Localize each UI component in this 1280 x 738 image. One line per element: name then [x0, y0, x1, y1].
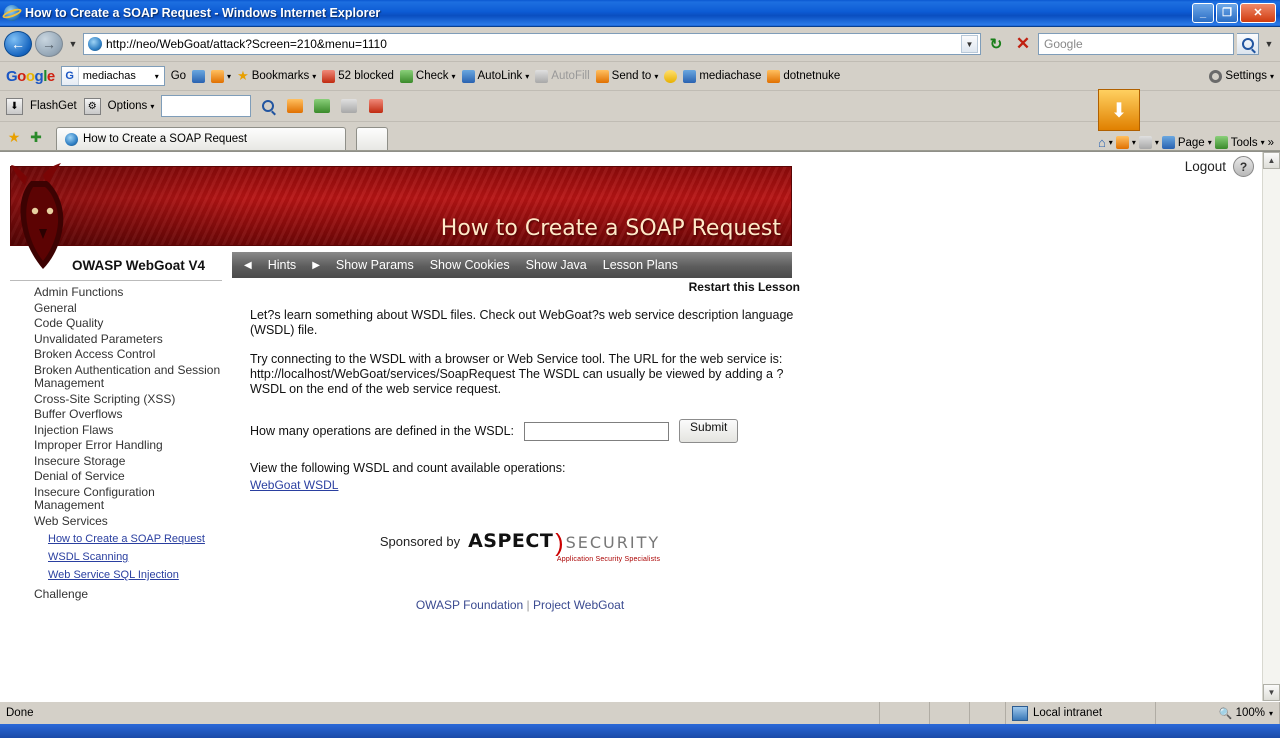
flashget-options-label: Options	[107, 100, 148, 112]
google-search-input[interactable]	[61, 66, 165, 86]
google-go-label: Go	[170, 70, 187, 82]
page-scrollbar[interactable]	[1262, 152, 1280, 701]
sidebar-item-general[interactable]: General	[34, 300, 77, 315]
sidebar-link-wsdl-scanning[interactable]: WSDL Scanning	[48, 551, 129, 563]
zoom-level: 100%	[1235, 707, 1265, 719]
logout-label: Logout	[1184, 159, 1226, 174]
history-dropdown-icon[interactable]: ▼	[68, 39, 78, 49]
lesson-content	[240, 280, 800, 612]
sponsored-by-label: Sponsored by	[379, 533, 461, 549]
address-dropdown-icon[interactable]: ▼	[961, 35, 978, 53]
sidebar-item-broken-authentication[interactable]: Broken Authentication and Session Management	[34, 362, 221, 390]
status-cell-1	[880, 702, 930, 724]
sidebar-item-insecure-configuration[interactable]: Insecure Configuration Management	[34, 484, 155, 512]
refresh-button[interactable]	[984, 32, 1008, 56]
windows-taskbar	[0, 724, 1280, 738]
flashget-toolbar	[0, 91, 1280, 122]
sidebar-item-improper-error-handling[interactable]: Improper Error Handling	[34, 438, 163, 452]
google-go-button[interactable]	[171, 70, 186, 82]
security-zone[interactable]	[1006, 702, 1156, 724]
menu-item-show-java[interactable]: Show Java	[525, 258, 587, 272]
sidebar-item-broken-access-control[interactable]: Broken Access Control	[34, 347, 156, 361]
tab-label: How to Create a SOAP Request	[83, 133, 248, 145]
sponsor-slash: )	[555, 529, 564, 557]
page-icon	[1162, 136, 1175, 149]
google-settings-button[interactable]: Settings ▾	[1209, 70, 1274, 83]
autofill-icon	[535, 70, 548, 83]
address-bar[interactable]	[83, 33, 981, 55]
sidebar-link-soap-request[interactable]: How to Create a SOAP Request	[48, 533, 205, 545]
webgoat-menu-row	[10, 252, 792, 278]
scrollbar-track[interactable]	[1263, 169, 1280, 684]
sidebar-item-wsdl-scanning[interactable]	[10, 547, 222, 565]
zone-label: Local intranet	[1033, 707, 1103, 719]
menu-prev-icon[interactable]: ◀	[244, 259, 252, 271]
sendto-button[interactable]: Send to ▾	[596, 70, 659, 83]
stop-button[interactable]	[1011, 32, 1035, 56]
star-icon: ★	[237, 68, 249, 83]
zoom-caret-icon[interactable]: ▾	[1268, 708, 1273, 718]
scroll-up-button[interactable]: ▲	[1263, 152, 1280, 169]
tools-menu-label: Tools	[1230, 136, 1258, 149]
sponsor-row	[240, 529, 800, 563]
google-g-icon: G	[62, 67, 79, 85]
status-cell-3	[970, 702, 1006, 724]
sidebar-item-web-services[interactable]: Web Services	[34, 513, 108, 528]
flashget-label: FlashGet	[30, 100, 77, 112]
window-title: How to Create a SOAP Request - Windows Internet Explorer	[25, 6, 381, 20]
toolbar-overflow-chevron[interactable]: »	[1267, 136, 1274, 149]
menu-item-show-params[interactable]: Show Params	[335, 258, 414, 272]
flashget-print-icon[interactable]	[339, 96, 359, 116]
question-label: How many operations are defined in the WSDL:	[250, 424, 515, 438]
footer-project-webgoat-link[interactable]: Project WebGoat	[533, 598, 625, 612]
sidebar-item-how-to-create-soap-request[interactable]	[10, 529, 222, 547]
page-menu-label: Page	[1177, 136, 1205, 149]
restart-lesson-link[interactable]: Restart this Lesson	[688, 280, 800, 294]
menu-item-show-cookies[interactable]: Show Cookies	[429, 258, 510, 272]
flashget-download-button[interactable]: ⬇	[1098, 89, 1140, 131]
bookmark-dotnetnuke-label: dotnetnuke	[783, 70, 841, 82]
gear-icon	[1209, 70, 1222, 83]
blocked-icon	[322, 70, 335, 83]
lesson-paragraph-2: Try connecting to the WSDL with a browser or Web Service tool. The URL for the web service is: http://localhost/WebGoat/services/SoapRequest The WSDL can usually be viewed by adding a ?WSDL on the end of the web service request.	[250, 352, 784, 396]
close-button[interactable]: ✕	[1240, 3, 1276, 23]
sidebar-item-web-service-sql-injection[interactable]	[10, 565, 222, 583]
logout-control[interactable]	[1185, 156, 1254, 177]
view-wsdl-label: View the following WSDL and count available operations:	[250, 461, 566, 475]
autofill-label: AutoFill	[551, 70, 590, 82]
favorites-center-icon[interactable]: ★	[7, 128, 21, 145]
page-icon	[767, 70, 780, 83]
tab-favicon-icon	[65, 133, 78, 146]
page-viewport	[0, 151, 1280, 701]
page-favicon-icon	[88, 37, 102, 51]
home-button[interactable]: ⌂ ▾	[1097, 135, 1113, 150]
address-toolbar	[0, 27, 1280, 62]
submit-button[interactable]: Submit	[679, 419, 738, 443]
footer-owasp-foundation-link[interactable]: OWASP Foundation	[415, 598, 524, 612]
autolink-button[interactable]: AutoLink ▾	[462, 70, 530, 83]
zoom-control[interactable]	[1156, 702, 1280, 724]
sidebar-item-admin-functions[interactable]: Admin Functions	[34, 285, 124, 299]
autolink-icon	[462, 70, 475, 83]
pencil-icon[interactable]	[664, 70, 677, 83]
minimize-button[interactable]: _	[1192, 3, 1214, 23]
webgoat-banner	[10, 166, 792, 246]
google-search-site-icon[interactable]	[192, 70, 205, 83]
page-footer	[240, 598, 800, 612]
flashget-search-input[interactable]	[161, 95, 251, 117]
status-text: Done	[0, 702, 880, 724]
sidebar-item-unvalidated-parameters[interactable]: Unvalidated Parameters	[34, 331, 163, 346]
help-icon[interactable]: ?	[1233, 156, 1254, 177]
tools-icon	[1215, 136, 1228, 149]
google-search-value: mediachas	[82, 70, 136, 82]
flashget-options-button[interactable]: Options ▾	[107, 100, 155, 112]
new-tab-button[interactable]	[356, 127, 388, 150]
internet-explorer-icon	[4, 5, 20, 21]
blocked-label: 52 blocked	[338, 70, 394, 82]
home-icon: ⌂	[1097, 135, 1106, 150]
sponsor-name-2: SECURITY	[565, 533, 661, 552]
flashget-home-icon[interactable]	[366, 96, 386, 116]
maximize-button[interactable]: ❐	[1216, 3, 1238, 23]
bookmark-mediachase-label: mediachase	[699, 70, 762, 82]
check-icon	[400, 70, 413, 83]
globe-icon	[683, 70, 696, 83]
sidebar-link-web-service-sql-injection[interactable]: Web Service SQL Injection	[48, 569, 179, 581]
flashget-download-icon[interactable]	[312, 96, 332, 116]
address-url-text: http://neo/WebGoat/attack?Screen=210&menu=1110	[106, 37, 387, 51]
search-input[interactable]: Google	[1038, 33, 1234, 55]
feeds-button[interactable]: ▾	[1116, 136, 1136, 149]
answer-row	[250, 419, 800, 443]
google-highlight-icon[interactable]: ▾	[211, 70, 231, 83]
scroll-down-button[interactable]: ▼	[1263, 684, 1280, 701]
menu-next-icon[interactable]: ▶	[312, 259, 320, 271]
webgoat-page	[0, 152, 1262, 701]
stop-icon: ✕	[1015, 34, 1031, 53]
add-to-favorites-icon[interactable]: ✚	[30, 128, 42, 145]
menu-item-lesson-plans[interactable]: Lesson Plans	[602, 258, 678, 272]
sponsor-name-1: ASPECT	[468, 530, 554, 552]
status-bar	[0, 701, 1280, 724]
bookmarks-label: Bookmarks	[251, 70, 310, 82]
print-button[interactable]: ▾	[1139, 136, 1159, 149]
autofill-button[interactable]	[535, 70, 589, 83]
lesson-title: How to Create a SOAP Request	[440, 216, 781, 241]
aspect-security-logo	[468, 529, 661, 563]
zone-icon	[1012, 706, 1028, 721]
sidebar-item-challenge[interactable]: Challenge	[34, 587, 89, 601]
tools-menu-button[interactable]: Tools ▾	[1215, 136, 1265, 149]
sendto-label: Send to	[611, 70, 652, 82]
printer-icon	[1139, 136, 1152, 149]
sendto-icon	[596, 70, 609, 83]
rss-icon	[1116, 136, 1129, 149]
flashget-icon: ⬇	[6, 98, 23, 115]
options-icon: ⚙	[84, 98, 101, 115]
autolink-label: AutoLink	[477, 70, 523, 82]
search-options-icon[interactable]: ▼	[1264, 39, 1274, 49]
sidebar-item-injection-flaws[interactable]: Injection Flaws	[34, 422, 114, 437]
sidebar-item-code-quality[interactable]: Code Quality	[34, 316, 104, 330]
wsdl-link[interactable]: WebGoat WSDL	[250, 478, 339, 492]
footer-separator: |	[526, 598, 530, 612]
menu-item-hints[interactable]: Hints	[267, 258, 297, 272]
bookmark-dotnetnuke[interactable]	[767, 70, 840, 83]
search-go-button[interactable]	[1237, 33, 1259, 55]
spell-check-button[interactable]: Check ▾	[400, 70, 456, 83]
search-icon	[1242, 38, 1254, 50]
window-titlebar	[0, 0, 1280, 27]
google-toolbar	[0, 62, 1280, 91]
bookmark-mediachase[interactable]	[683, 70, 761, 83]
flashget-sites-icon[interactable]	[285, 96, 305, 116]
tab-soap-request[interactable]	[56, 127, 346, 150]
lesson-sidebar	[10, 280, 222, 603]
page-menu-button[interactable]: Page ▾	[1162, 136, 1212, 149]
tab-bar	[0, 122, 1280, 151]
sidebar-item-xss[interactable]: Cross-Site Scripting (XSS)	[34, 391, 176, 406]
refresh-icon: ↻	[989, 36, 1003, 53]
flashget-search-icon[interactable]	[258, 96, 278, 116]
google-logo: Google	[6, 67, 55, 85]
forward-button[interactable]: →	[35, 31, 63, 57]
status-cell-2	[930, 702, 970, 724]
lesson-paragraph-1: Let?s learn something about WSDL files. Check out WebGoat?s web service description language (WSDL) file.	[250, 308, 794, 337]
back-button[interactable]: ←	[4, 31, 32, 57]
sponsor-tagline: Application Security Specialists	[556, 556, 661, 563]
chevron-down-icon[interactable]: ▾	[154, 71, 159, 81]
answer-input[interactable]	[524, 422, 669, 441]
webgoat-brand: OWASP WebGoat V4	[72, 257, 206, 273]
bookmarks-menu[interactable]: ★ Bookmarks ▾	[237, 68, 317, 83]
zoom-icon: 🔍	[1218, 707, 1233, 720]
lesson-menu-strip	[232, 252, 792, 278]
sidebar-item-insecure-storage[interactable]: Insecure Storage	[34, 453, 126, 468]
sidebar-item-buffer-overflows[interactable]: Buffer Overflows	[34, 407, 123, 421]
popup-blocker-button[interactable]	[322, 70, 394, 83]
check-label: Check	[415, 70, 449, 82]
sidebar-item-denial-of-service[interactable]: Denial of Service	[34, 469, 125, 483]
settings-label: Settings	[1225, 70, 1267, 82]
